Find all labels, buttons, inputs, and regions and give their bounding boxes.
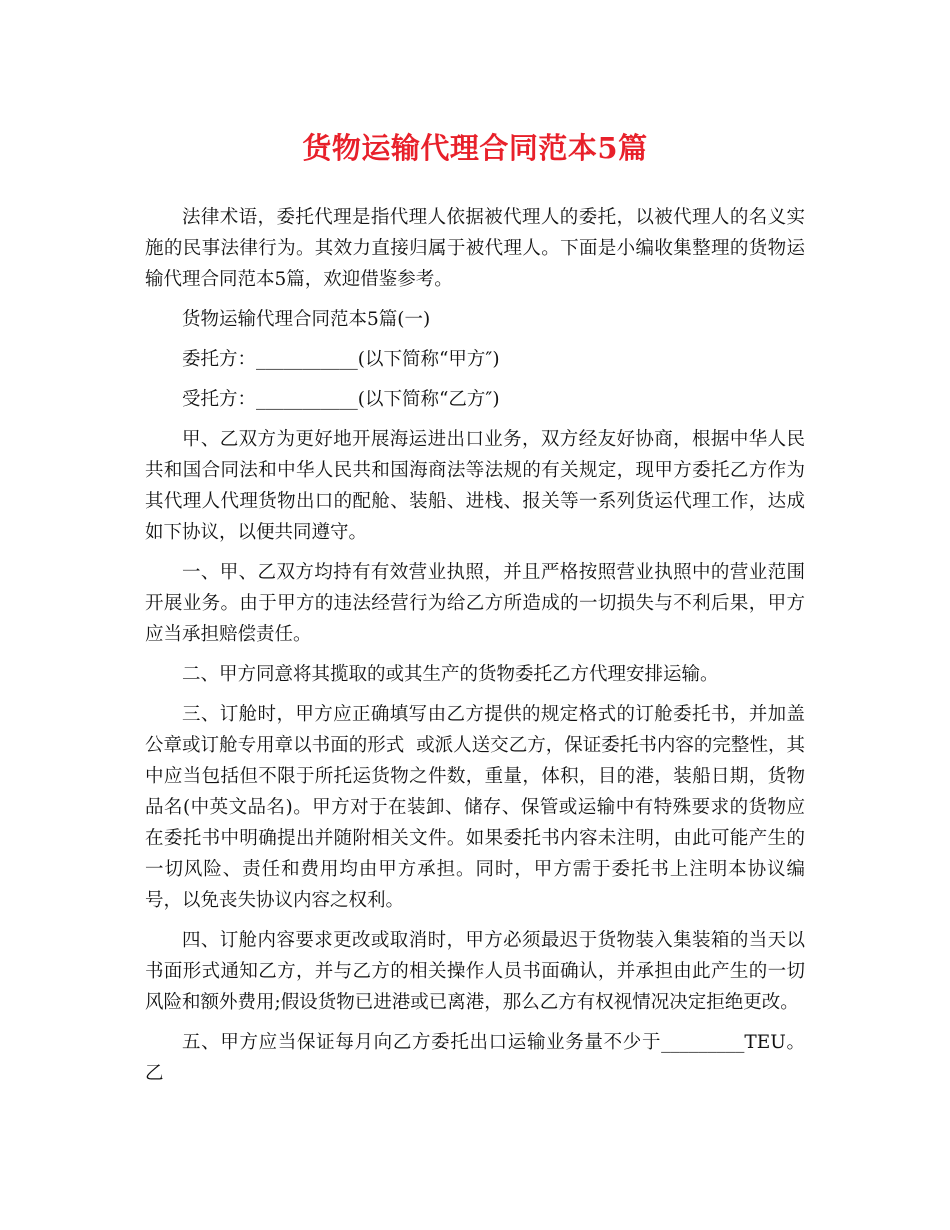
intro-paragraph: 法律术语，委托代理是指代理人依据被代理人的委托，以被代理人的名义实施的民事法律行为。其效力直接归属于被代理人。下面是小编收集整理的货物运输代理合同范本5篇，欢迎借鉴参考。 — [145, 207, 805, 290]
contract-heading: 货物运输代理合同范本5篇(一) — [182, 309, 431, 330]
clause-1: 一、甲、乙双方均持有有效营业执照，并且严格按照营业执照中的营业范围开展业务。由于甲方的违法经营行为给乙方所造成的一切损失与不利后果，甲方应当承担赔偿责任。 — [145, 562, 805, 645]
agent-party-line: 受托方：___________(以下简称“乙方″) — [182, 389, 500, 410]
document-title: 货物运输代理合同范本5篇 — [302, 131, 648, 165]
clause-4: 四、订舱内容要求更改或取消时，甲方必须最迟于货物装入集装箱的当天以书面形式通知乙方，并与乙方的相关操作人员书面确认，并承担由此产生的一切风险和额外费用;假设货物已进港或已离港，那么乙方有权视情况决定拒绝更改。 — [145, 930, 805, 1013]
principal-party-line: 委托方：___________(以下简称“甲方″) — [182, 349, 500, 370]
clause-2: 二、甲方同意将其揽取的或其生产的货物委托乙方代理安排运输。 — [182, 664, 719, 685]
clause-5: 五、甲方应当保证每月向乙方委托出口运输业务量不少于_________TEU。乙 — [145, 1032, 805, 1084]
clause-3: 三、订舱时，甲方应正确填写由乙方提供的规定格式的订舱委托书，并加盖公章或订舱专用章以书面的形式 或派人送交乙方，保证委托书内容的完整性，其中应当包括但不限于所托运货物之件数，重量，体积，目的港，装船日期，货物品名(中英文品名)。甲方对于在装卸、储存、保管或运输中有特殊要求的货物应在委托书中明确提出并随附相关文件。如果委托书内容未注明，由此可能产生的一切风险、责任和费用均由甲方承担。同时，甲方需于委托书上注明本协议编号，以免丧失协议内容之权利。 — [145, 704, 805, 911]
preamble-paragraph: 甲、乙双方为更好地开展海运进出口业务，双方经友好协商，根据中华人民共和国合同法和中华人民共和国海商法等法规的有关规定，现甲方委托乙方作为其代理人代理货物出口的配舱、装船、进栈、报关等一系列货运代理工作，达成如下协议，以便共同遵守。 — [145, 429, 805, 543]
document-body — [145, 202, 805, 1089]
